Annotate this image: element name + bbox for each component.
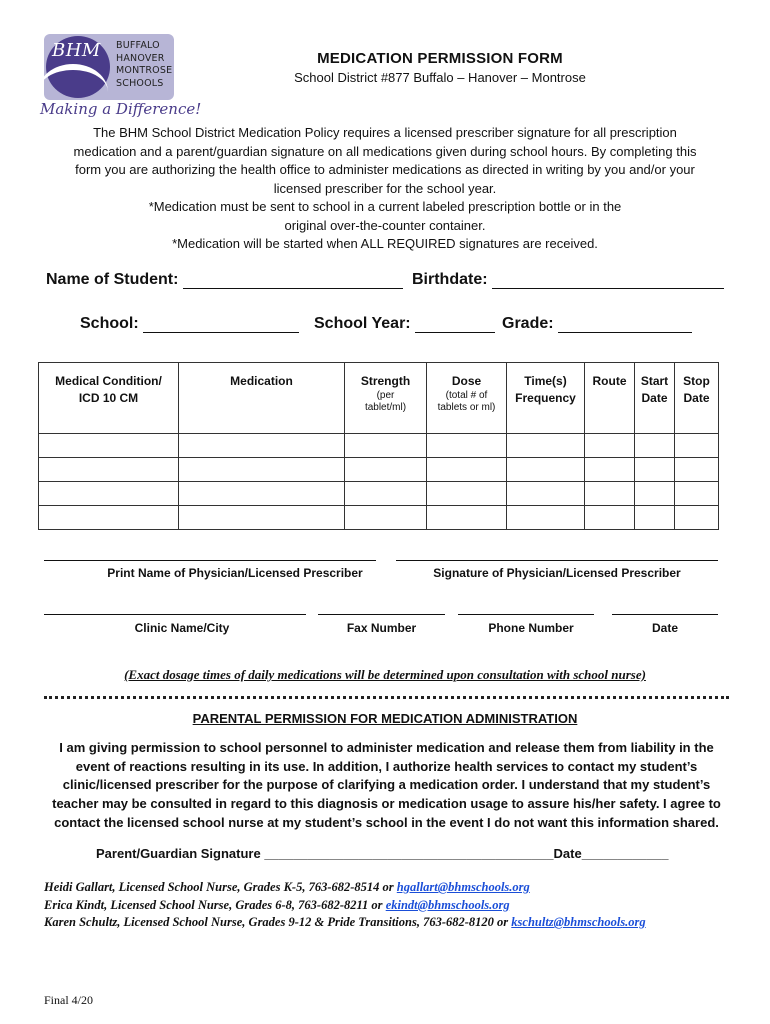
nurse-contact: [44, 897, 646, 915]
grade-label: Grade:: [502, 315, 554, 332]
date-line[interactable]: [612, 614, 718, 615]
col-strength: Strength (per tablet/ml): [345, 363, 427, 434]
policy-line: original over-the-counter container.: [284, 217, 486, 233]
logo-name-line: HANOVER: [116, 52, 165, 64]
parent-signature-blank[interactable]: ________________________________________: [264, 846, 554, 861]
birthdate-field: [412, 271, 724, 289]
grade-input[interactable]: [558, 318, 692, 333]
clinic-line[interactable]: [44, 614, 306, 615]
parent-date-blank[interactable]: ____________: [581, 846, 669, 861]
parental-line: event of reactions resulting in its use. In addition, I authorize health services to contact my student’s: [75, 758, 698, 774]
logo-district-name: [116, 40, 172, 90]
col-route: Route: [585, 363, 635, 434]
student-name-input[interactable]: [183, 274, 403, 289]
policy-text: [40, 124, 730, 254]
school-year-label: School Year:: [314, 315, 411, 332]
grade-field: [502, 315, 692, 333]
email-link[interactable]: kschultz@bhmschools.org: [511, 915, 646, 929]
parental-permission-text: [44, 739, 729, 833]
table-row[interactable]: [39, 506, 719, 530]
student-name-field: [46, 271, 403, 289]
policy-line: *Medication will be started when ALL REQUIRED signatures are received.: [172, 236, 598, 251]
bhm-logo: [38, 30, 202, 122]
logo-initials: BHM: [52, 40, 101, 61]
col-start-date: Start Date: [635, 363, 675, 434]
logo-name-line: BUFFALO: [116, 40, 160, 51]
parental-line: clinic/licensed prescriber for the purpose of clarifying a medication order. I understand that my student’s: [62, 777, 711, 793]
email-link[interactable]: hgallart@bhmschools.org: [396, 880, 530, 894]
fax-label: Fax Number: [346, 621, 417, 635]
print-name-label: Print Name of Physician/Licensed Prescriber: [107, 566, 363, 580]
table-header-row: [39, 363, 719, 434]
school-field: [80, 315, 299, 333]
col-times-frequency: Time(s) Frequency: [507, 363, 585, 434]
col-dose: Dose (total # of tablets or ml): [427, 363, 507, 434]
logo-mark: [44, 34, 174, 100]
school-year-field: [314, 315, 495, 333]
date-label: Date: [651, 621, 678, 635]
nurse-contact: [44, 914, 646, 932]
dosage-note: (Exact dosage times of daily medications will be determined upon consultation with school nurse): [124, 667, 646, 682]
clinic-label: Clinic Name/City: [134, 621, 230, 635]
signature-label: Signature of Physician/Licensed Prescriber: [433, 566, 681, 580]
parental-line: teacher may be consulted in regard to this diagnosis or medication usage to assure his/her safety. I agree to: [52, 796, 721, 812]
school-year-input[interactable]: [415, 318, 495, 333]
nurse-contact: [44, 879, 646, 897]
logo-tagline: Making a Difference!: [40, 100, 202, 118]
school-input[interactable]: [143, 318, 299, 333]
logo-name-line: SCHOOLS: [116, 77, 164, 89]
form-subtitle: School District #877 Buffalo – Hanover – Montrose: [294, 70, 586, 85]
table-row[interactable]: [39, 458, 719, 482]
policy-line: licensed prescriber for the school year.: [273, 180, 497, 196]
policy-line: The BHM School District Medication Policy requires a licensed prescriber signature for all prescription: [93, 125, 677, 140]
nurse-contacts: [44, 879, 646, 932]
birthdate-input[interactable]: [492, 274, 724, 289]
parent-signature-label: Parent/Guardian Signature: [96, 846, 261, 861]
table-row[interactable]: [39, 482, 719, 506]
parent-date-label: Date: [553, 846, 582, 861]
nurse-info: Erica Kindt, Licensed School Nurse, Grades 6-8, 763-682-8211 or: [44, 897, 386, 912]
table-row[interactable]: [39, 434, 719, 458]
policy-line: *Medication must be sent to school in a current labeled prescription bottle or in the: [148, 199, 622, 214]
form-title: MEDICATION PERMISSION FORM: [317, 50, 563, 67]
version-footer: Final 4/20: [44, 993, 94, 1007]
nurse-info: Karen Schultz, Licensed School Nurse, Grades 9-12 & Pride Transitions, 763-682-8120 or: [44, 915, 512, 929]
phone-line[interactable]: [458, 614, 594, 615]
parental-permission-title: PARENTAL PERMISSION FOR MEDICATION ADMINISTRATION: [192, 711, 578, 726]
parent-signature-field[interactable]: [96, 846, 668, 861]
col-medication: Medication: [179, 363, 345, 434]
fax-line[interactable]: [318, 614, 445, 615]
nurse-info: Heidi Gallart, Licensed School Nurse, Grades K-5, 763-682-8514 or: [44, 880, 397, 894]
policy-line: form you are authorizing the health office to administer medications as directed in writing by you and/or your: [75, 162, 695, 177]
parental-line: contact the licensed school nurse at my student’s school in the event I do not want this information shared.: [54, 814, 719, 830]
medication-table: [38, 362, 719, 530]
phone-label: Phone Number: [488, 621, 574, 635]
birthdate-label: Birthdate:: [412, 271, 488, 288]
print-name-line[interactable]: [44, 560, 376, 561]
col-medical-condition: Medical Condition/ ICD 10 CM: [39, 363, 179, 434]
logo-name-line: MONTROSE: [116, 65, 173, 76]
dotted-divider: [44, 696, 729, 699]
school-label: School:: [80, 315, 139, 332]
col-stop-date: Stop Date: [675, 363, 719, 434]
policy-line: medication and a parent/guardian signature on all medications given during school hours. By completing this: [73, 143, 697, 159]
student-name-label: Name of Student:: [46, 271, 179, 288]
parental-line: I am giving permission to school personnel to administer medication and release them from liability in the: [59, 740, 714, 755]
signature-line[interactable]: [396, 560, 718, 561]
email-link[interactable]: ekindt@bhmschools.org: [385, 897, 510, 912]
